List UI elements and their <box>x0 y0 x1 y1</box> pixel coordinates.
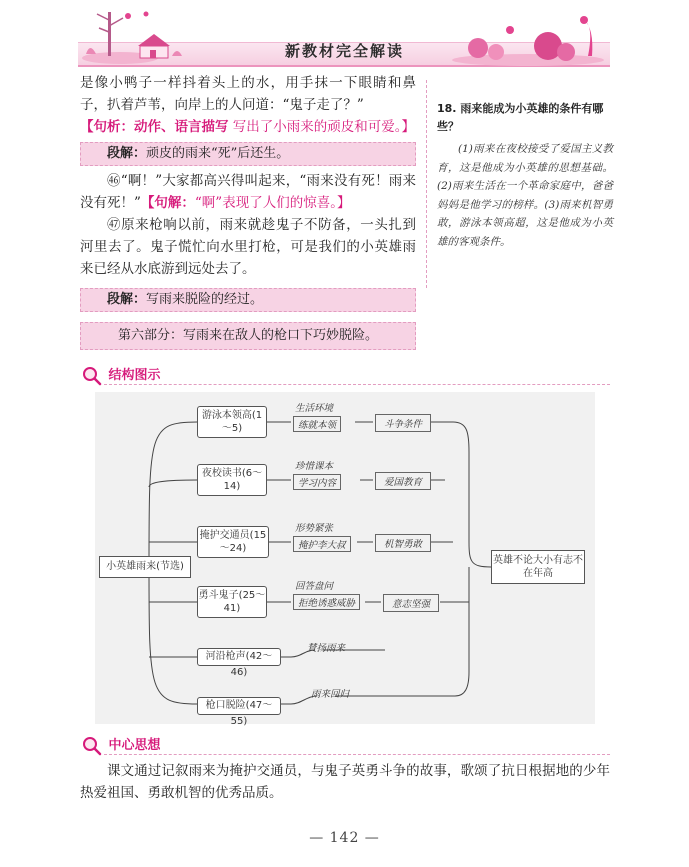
branch-node-1: 游泳本领高(1～5) <box>197 406 267 438</box>
magnifier-icon <box>82 736 102 756</box>
answer-18: (1)雨来在夜校接受了爱国主义教育，这是他成为小英雄的思想基础。(2)雨来生活在一个革命家庭中，爸爸妈妈是他学习的榜样。(3)雨来机智勇敢，游泳本领高超，这是他成为小英雄的客观条件。 <box>437 143 613 248</box>
result-3: 机智勇敢 <box>375 534 431 552</box>
analysis-2-label: 【句解： <box>140 195 195 211</box>
structure-underline <box>104 384 610 385</box>
column-divider <box>426 80 427 288</box>
result-2: 爱国教育 <box>375 472 431 490</box>
branch-node-6: 枪口脱险(47～55) <box>197 697 281 715</box>
central-idea-heading <box>82 734 161 756</box>
annotation-top-2: 珍惜课本 <box>295 461 334 472</box>
central-idea-underline <box>104 754 610 755</box>
branch-node-3: 掩护交通员(15～24) <box>197 526 269 558</box>
paragraph-46-text: ㊻“啊！”大家都高兴得叫起来，“雨来没有死！雨来没有死！” <box>80 173 416 211</box>
paragraph-explanation-2 <box>80 288 416 312</box>
sentence-analysis-1 <box>80 116 416 138</box>
conclusion-node: 英雄不论大小有志不在年高 <box>491 550 585 584</box>
annotation-top-3: 形势紧张 <box>295 523 334 534</box>
annotation-top-1: 生活环境 <box>295 403 334 414</box>
analysis-1-label: 【句析：动作、语言描写 <box>80 119 229 135</box>
page-number: — 142 — <box>309 830 380 846</box>
result-4: 意志坚强 <box>383 594 439 612</box>
structure-heading-text: 结构图示 <box>108 368 161 383</box>
branch-node-5: 河沿枪声(42～46) <box>197 648 281 666</box>
left-column <box>80 72 416 354</box>
structure-diagram <box>95 392 595 727</box>
branch-node-2: 夜校读书(6～14) <box>197 464 267 496</box>
paragraph-1: 是像小鸭子一样抖着头上的水，用手抹一下眼睛和鼻子，扒着芦苇，向岸上的人问道：“鬼子走了？” <box>80 75 416 113</box>
branch-node-4: 勇斗鬼子(25～41) <box>197 586 267 618</box>
result-1: 斗争条件 <box>375 414 431 432</box>
central-idea-heading-text: 中心思想 <box>108 738 161 753</box>
explanation-1-label: 段解： <box>107 146 147 161</box>
analysis-2-text: “啊”表现了人们的惊喜。】 <box>194 195 351 211</box>
annotation-mid-4: 拒绝诱惑威胁 <box>293 594 360 610</box>
paragraph-46 <box>80 170 416 214</box>
right-column <box>437 100 613 252</box>
paragraph-explanation-1 <box>80 142 416 166</box>
question-18: 18. 雨来能成为小英雄的条件有哪些？ <box>437 102 604 133</box>
annotation-top-5: 賛扬雨来 <box>307 643 346 654</box>
central-idea-text: 课文通过记叙雨来为掩护交通员，与鬼子英勇斗争的故事，歌颂了抗日根据地的少年热爱祖国、勇敢机智的优秀品质。 <box>80 763 610 801</box>
sentence-analysis-2 <box>141 195 351 211</box>
annotation-mid-3: 掩护李大叔 <box>293 536 351 552</box>
explanation-2-label: 段解： <box>107 292 147 307</box>
magnifier-icon <box>82 366 102 386</box>
annotation-mid-2: 学习内容 <box>293 474 341 490</box>
part-six-summary: 第六部分：写雨来在敌人的枪口下巧妙脱险。 <box>80 322 416 350</box>
annotation-top-4: 回答盘问 <box>295 581 334 592</box>
explanation-2-text: 写雨来脱险的经过。 <box>146 292 264 307</box>
paragraph-47: ㊼原来枪响以前，雨来就趁鬼子不防备，一头扎到河里去了。鬼子慌忙向水里打枪，可是我们的小英雄雨来已经从水底游到远处去了。 <box>80 217 416 277</box>
root-node: 小英雄雨来(节选) <box>99 556 191 578</box>
annotation-mid-1: 练就本领 <box>293 416 341 432</box>
explanation-1-text: 顽皮的雨来“死”后还生。 <box>146 146 290 161</box>
header-title: 新教材完全解读 <box>284 42 404 60</box>
analysis-1-text: 写出了小雨来的顽皮和可爱。】 <box>232 119 416 135</box>
annotation-top-6: 雨来回归 <box>311 689 350 700</box>
structure-heading <box>82 364 161 386</box>
